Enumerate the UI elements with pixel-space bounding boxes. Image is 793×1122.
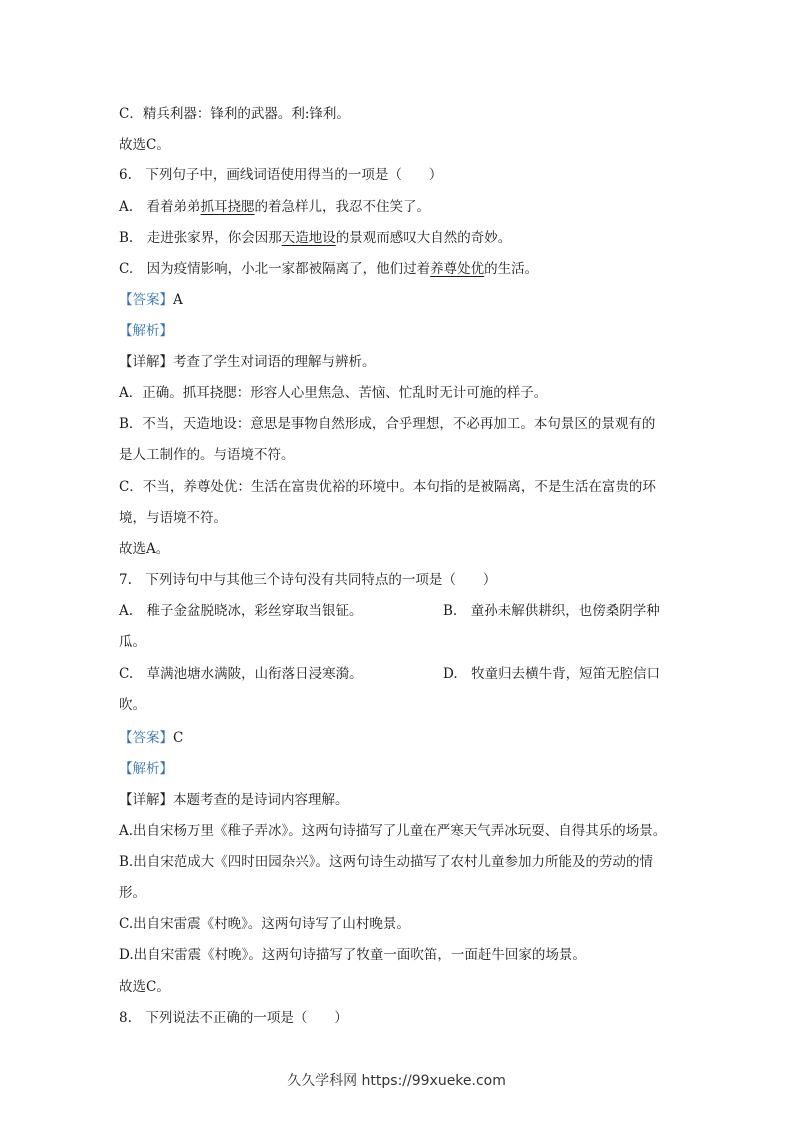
- question-7-option-b: B. 童孙未解供耕织，也傍桑阴学种: [443, 603, 660, 619]
- detail-7-a: A.出自宋杨万里《稚子弄冰》。这两句诗描写了儿童在严寒天气弄冰玩耍、自得其乐的场景。: [119, 823, 667, 839]
- answer-tag: 【答案】: [119, 730, 173, 746]
- analysis-tag-6: 【解析】: [119, 323, 173, 339]
- question-7-option-b-cont: 瓜。: [119, 634, 146, 650]
- analysis-tag-7: 【解析】: [119, 761, 173, 777]
- question-6-option-c: C. 因为疫情影响，小北一家都被隔离了，他们过着养尊处优的生活。: [119, 261, 539, 277]
- question-7-row-2: [119, 665, 681, 683]
- detail-6-c-1: C．不当，养尊处优：生活在富贵优裕的环境中。本句指的是被隔离，不是生活在富贵的环: [119, 479, 656, 495]
- answer-tag: 【答案】: [119, 292, 173, 308]
- underlined-term: 抓耳挠腮: [200, 199, 255, 215]
- question-7-option-c: C. 草满池塘水满陂，山衔落日浸寒漪。: [119, 666, 363, 682]
- detail-7: 【详解】本题考查的是诗词内容理解。: [119, 792, 349, 808]
- question-7-option-d-cont: 吹。: [119, 697, 146, 713]
- question-7-option-a: A. 稚子金盆脱晓冰，彩丝穿取当银钲。: [119, 603, 363, 619]
- page-footer: 久久学科网 https://99xueke.com: [287, 1073, 506, 1089]
- conclusion-6: 故选A。: [119, 541, 170, 557]
- question-7-row-1: [119, 602, 681, 620]
- detail-7-c: C.出自宋雷震《村晚》。这两句诗写了山村晚景。: [119, 916, 410, 932]
- detail-6-c-2: 境，与语境不符。: [119, 510, 227, 526]
- question-6-option-a: A. 看着弟弟抓耳挠腮的着急样儿，我忍不住笑了。: [119, 199, 431, 215]
- option-c-explanation: C．精兵利器：锋利的武器。利:锋利。: [119, 106, 350, 122]
- answer-7: 【答案】C: [119, 730, 184, 746]
- detail-7-b-2: 形。: [119, 885, 146, 901]
- conclusion-5: 故选C。: [119, 137, 170, 153]
- detail-7-d: D.出自宋雷震《村晚》。这两句诗描写了牧童一面吹笛，一面赶牛回家的场景。: [119, 947, 586, 963]
- underlined-term: 天造地设: [281, 230, 336, 246]
- detail-7-b-1: B.出自宋范成大《四时田园杂兴》。这两句诗生动描写了农村儿童参加力所能及的劳动的情: [119, 854, 653, 870]
- question-6-option-b: B. 走进张家界，你会因那天造地设的景观而感叹大自然的奇妙。: [119, 230, 512, 246]
- detail-6-a: A．正确。抓耳挠腮：形容人心里焦急、苦恼、忙乱时无计可施的样子。: [119, 385, 548, 401]
- detail-6-b-2: 是人工制作的。与语境不符。: [119, 447, 295, 463]
- question-7-option-d: D. 牧童归去横牛背，短笛无腔信口: [443, 666, 661, 682]
- question-6: 6. 下列句子中，画线词语使用得当的一项是（ ）: [119, 167, 443, 183]
- detail-6-b-1: B．不当，天造地设：意思是事物自然形成，合乎理想，不必再加工。本句景区的景观有的: [119, 416, 656, 432]
- question-8: 8. 下列说法不正确的一项是（ ）: [119, 1010, 348, 1026]
- conclusion-7: 故选C。: [119, 979, 170, 995]
- underlined-term: 养尊处优: [430, 261, 485, 277]
- detail-6: 【详解】考查了学生对词语的理解与辨析。: [119, 354, 376, 370]
- question-7: 7. 下列诗句中与其他三个诗句没有共同特点的一项是（ ）: [119, 572, 497, 588]
- answer-6: 【答案】A: [119, 292, 183, 308]
